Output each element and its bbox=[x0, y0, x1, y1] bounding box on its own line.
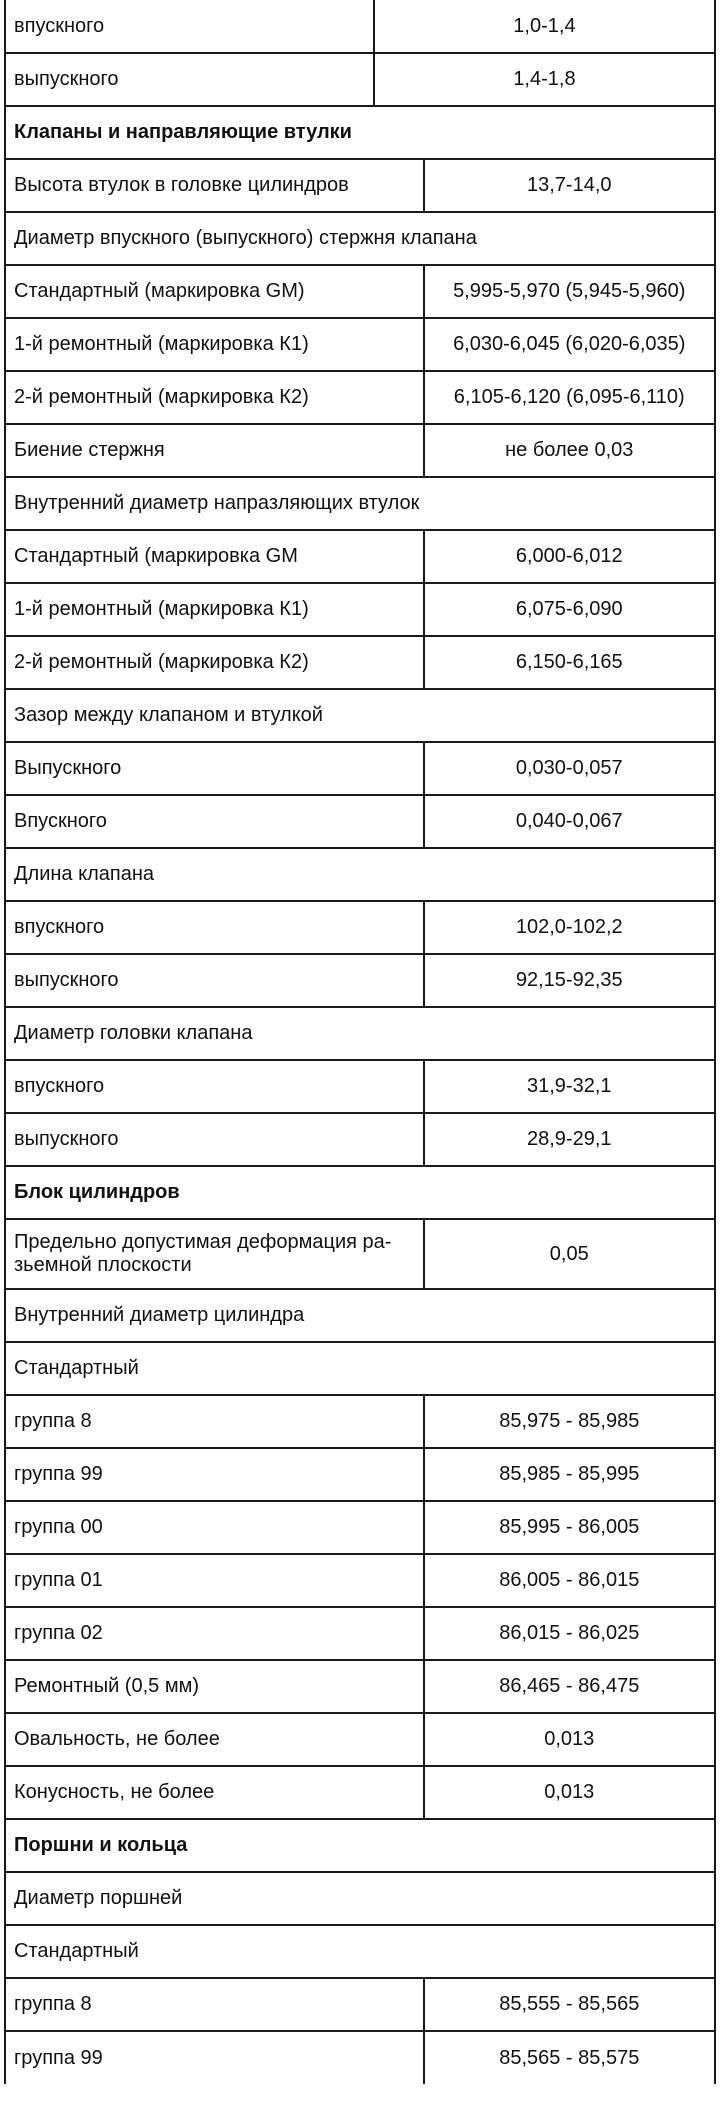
parameter-value: 1,0-1,4 bbox=[374, 0, 715, 53]
table-row bbox=[5, 106, 715, 159]
table-row bbox=[5, 583, 715, 636]
table-row bbox=[5, 1289, 715, 1342]
table-row bbox=[5, 1060, 715, 1113]
table-row bbox=[5, 371, 715, 424]
parameter-value: 6,075-6,090 bbox=[424, 583, 715, 636]
parameter-label: 2-й ремонтный (маркировка К2) bbox=[5, 636, 424, 689]
parameter-value: 6,150-6,165 bbox=[424, 636, 715, 689]
table-row bbox=[5, 1872, 715, 1925]
table-row bbox=[5, 477, 715, 530]
parameter-label: группа 8 bbox=[5, 1395, 424, 1448]
parameter-label: Конусность, не более bbox=[5, 1766, 424, 1819]
parameter-value: 0,013 bbox=[424, 1713, 715, 1766]
table-row bbox=[5, 1660, 715, 1713]
parameter-label: группа 01 bbox=[5, 1554, 424, 1607]
parameter-value: 6,000-6,012 bbox=[424, 530, 715, 583]
table-row bbox=[5, 318, 715, 371]
table-row bbox=[5, 1448, 715, 1501]
parameter-label: 2-й ремонтный (маркировка К2) bbox=[5, 371, 424, 424]
parameter-label: впускного bbox=[5, 0, 374, 53]
parameter-value: 6,030-6,045 (6,020-6,035) bbox=[424, 318, 715, 371]
table-row bbox=[5, 1819, 715, 1872]
parameter-label: выпускного bbox=[5, 53, 374, 106]
parameter-label: 1-й ремонтный (маркировка К1) bbox=[5, 318, 424, 371]
parameter-label: выпускного bbox=[5, 954, 424, 1007]
parameter-value: 0,05 bbox=[424, 1219, 715, 1289]
table-row bbox=[5, 1713, 715, 1766]
table-row bbox=[5, 1395, 715, 1448]
parameter-label: Высота втулок в головке цилиндров bbox=[5, 159, 424, 212]
table-row bbox=[5, 2031, 715, 2084]
parameter-value: 13,7-14,0 bbox=[424, 159, 715, 212]
parameter-label: Биение стержня bbox=[5, 424, 424, 477]
parameter-label: выпускного bbox=[5, 1113, 424, 1166]
parameter-label: группа 99 bbox=[5, 2031, 424, 2084]
parameter-label: Ремонтный (0,5 мм) bbox=[5, 1660, 424, 1713]
parameter-label: впускного bbox=[5, 1060, 424, 1113]
parameter-label: группа 99 bbox=[5, 1448, 424, 1501]
table-row bbox=[5, 530, 715, 583]
subsection-heading: Зазор между клапаном и втулкой bbox=[5, 689, 715, 742]
parameter-value: 85,555 - 85,565 bbox=[424, 1978, 715, 2031]
table-row bbox=[5, 689, 715, 742]
table-row bbox=[5, 0, 715, 53]
parameter-value: 0,013 bbox=[424, 1766, 715, 1819]
table-row bbox=[5, 848, 715, 901]
table-row bbox=[5, 1166, 715, 1219]
table-row bbox=[5, 1501, 715, 1554]
parameter-label: Предельно допустимая деформация ра-зьемной плоскости bbox=[5, 1219, 424, 1289]
section-heading: Клапаны и направляющие втулки bbox=[5, 106, 715, 159]
table-row bbox=[5, 1925, 715, 1978]
table-row bbox=[5, 159, 715, 212]
table-row bbox=[5, 795, 715, 848]
parameter-label: группа 00 bbox=[5, 1501, 424, 1554]
table-row bbox=[5, 212, 715, 265]
table-row bbox=[5, 424, 715, 477]
parameter-value: 6,105-6,120 (6,095-6,110) bbox=[424, 371, 715, 424]
subsection-heading: Внутренний диаметр цилиндра bbox=[5, 1289, 715, 1342]
parameter-label: Стандартный (маркировка GM) bbox=[5, 265, 424, 318]
table-row bbox=[5, 1342, 715, 1395]
parameter-label: Выпускного bbox=[5, 742, 424, 795]
subsection-heading: Диаметр поршней bbox=[5, 1872, 715, 1925]
parameter-value: 1,4-1,8 bbox=[374, 53, 715, 106]
table-row bbox=[5, 53, 715, 106]
parameter-value: 85,995 - 86,005 bbox=[424, 1501, 715, 1554]
parameter-value: 92,15-92,35 bbox=[424, 954, 715, 1007]
parameter-value: 5,995-5,970 (5,945-5,960) bbox=[424, 265, 715, 318]
subsection-heading: Диаметр впускного (выпускного) стержня клапана bbox=[5, 212, 715, 265]
table-row bbox=[5, 1978, 715, 2031]
table-row bbox=[5, 901, 715, 954]
parameter-value: 28,9-29,1 bbox=[424, 1113, 715, 1166]
table-row bbox=[5, 636, 715, 689]
table-row bbox=[5, 1113, 715, 1166]
parameter-label: группа 02 bbox=[5, 1607, 424, 1660]
parameter-label: впускного bbox=[5, 901, 424, 954]
parameter-label: группа 8 bbox=[5, 1978, 424, 2031]
parameter-value: 86,015 - 86,025 bbox=[424, 1607, 715, 1660]
subsection-heading: Диаметр головки клапана bbox=[5, 1007, 715, 1060]
parameter-value: 102,0-102,2 bbox=[424, 901, 715, 954]
subsection-heading: Внутренний диаметр напразляющих втулок bbox=[5, 477, 715, 530]
parameter-label: Впускного bbox=[5, 795, 424, 848]
table-row bbox=[5, 742, 715, 795]
subsection-heading: Длина клапана bbox=[5, 848, 715, 901]
parameter-value: 31,9-32,1 bbox=[424, 1060, 715, 1113]
section-heading: Поршни и кольца bbox=[5, 1819, 715, 1872]
parameter-value: 86,465 - 86,475 bbox=[424, 1660, 715, 1713]
table-row bbox=[5, 1219, 715, 1289]
table-row bbox=[5, 1766, 715, 1819]
parameter-label: Овальность, не более bbox=[5, 1713, 424, 1766]
subsection-heading: Стандартный bbox=[5, 1342, 715, 1395]
parameter-value: 85,985 - 85,995 bbox=[424, 1448, 715, 1501]
parameter-label: 1-й ремонтный (маркировка К1) bbox=[5, 583, 424, 636]
table-row bbox=[5, 1554, 715, 1607]
parameter-value: не более 0,03 bbox=[424, 424, 715, 477]
parameter-value: 0,030-0,057 bbox=[424, 742, 715, 795]
section-heading: Блок цилиндров bbox=[5, 1166, 715, 1219]
parameter-value: 0,040-0,067 bbox=[424, 795, 715, 848]
table-row bbox=[5, 954, 715, 1007]
parameter-value: 85,975 - 85,985 bbox=[424, 1395, 715, 1448]
specifications-table bbox=[4, 0, 716, 2084]
parameter-label: Стандартный (маркировка GM bbox=[5, 530, 424, 583]
parameter-value: 85,565 - 85,575 bbox=[424, 2031, 715, 2084]
table-row bbox=[5, 1607, 715, 1660]
parameter-value: 86,005 - 86,015 bbox=[424, 1554, 715, 1607]
table-row bbox=[5, 265, 715, 318]
subsection-heading: Стандартный bbox=[5, 1925, 715, 1978]
table-row bbox=[5, 1007, 715, 1060]
